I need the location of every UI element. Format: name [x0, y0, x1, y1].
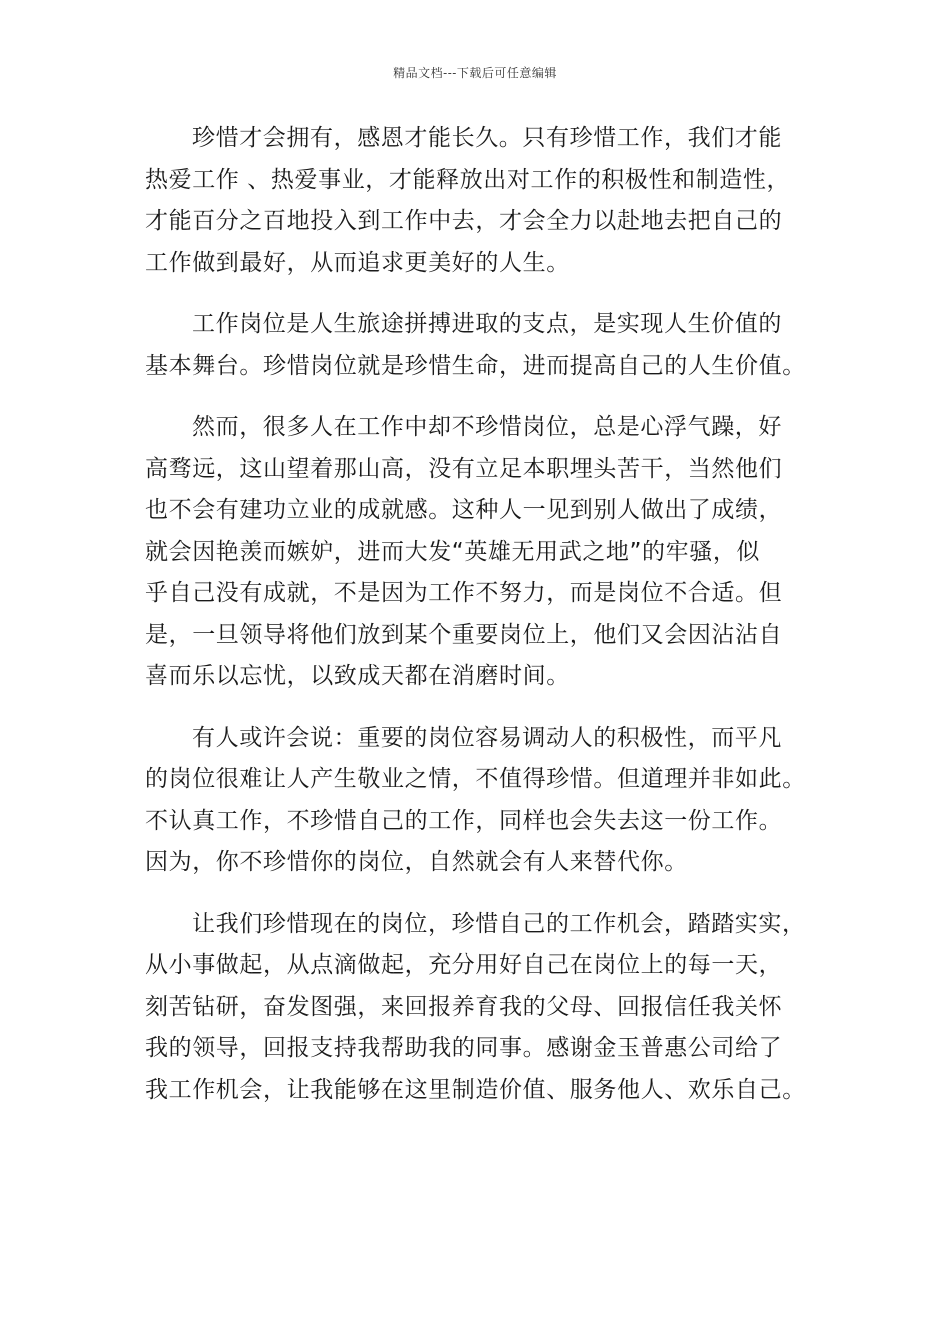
paragraph-line: 有人或许会说：重要的岗位容易调动人的积极性，而平凡	[192, 724, 782, 751]
paragraph-line: 才能百分之百地投入到工作中去，才会全力以赴地去把自己的	[145, 208, 783, 234]
paragraph-line: 我工作机会，让我能够在这里制造价值、服务他人、欢乐自己。	[145, 1076, 806, 1103]
page-header: 精品文档---下载后可任意编辑	[393, 66, 557, 80]
paragraph-line: 就会因艳羡而嫉妒，进而大发“英雄无用武之地”的牢骚，似	[145, 538, 761, 565]
paragraph-line: 刻苦钻研，奋发图强，来回报养育我的父母、回报信任我关怀	[145, 993, 783, 1020]
paragraph-line: 因为，你不珍惜你的岗位，自然就会有人来替代你。	[145, 849, 688, 875]
document-body	[145, 118, 810, 1131]
paragraph-line: 然而，很多人在工作中却不珍惜岗位，总是心浮气躁，好	[192, 414, 782, 440]
paragraph-3	[145, 407, 810, 698]
paragraph-line: 工作岗位是人生旅途拼搏进取的支点，是实现人生价值的	[192, 311, 782, 337]
paragraph-line: 热爱工作 、热爱事业，才能释放出对工作的积极性和制造性，	[145, 166, 791, 193]
paragraph-5	[145, 904, 810, 1112]
paragraph-4	[145, 718, 810, 884]
paragraph-line: 珍惜才会拥有，感恩才能长久。只有珍惜工作，我们才能	[192, 125, 782, 151]
paragraph-line: 工作做到最好，从而追求更美好的人生。	[145, 249, 570, 276]
paragraph-2	[145, 304, 810, 387]
paragraph-line: 基本舞台。珍惜岗位就是珍惜生命，进而提高自己的人生价值。	[145, 352, 806, 379]
paragraph-line: 是，一旦领导将他们放到某个重要岗位上，他们又会因沾沾自	[145, 621, 783, 648]
paragraph-line: 的岗位很难让人产生敬业之情，不值得珍惜。但道理并非如此。	[145, 766, 806, 792]
paragraph-line: 也不会有建功立业的成就感。这种人一见到别人做出了成绩，	[145, 497, 783, 523]
paragraph-line: 从小事做起，从点滴做起，充分用好自己在岗位上的每一天，	[145, 952, 783, 978]
paragraph-line: 我的领导，回报支持我帮助我的同事。感谢金玉普惠公司给了	[145, 1035, 783, 1061]
paragraph-line: 高骛远，这山望着那山高，没有立足本职埋头苦干，当然他们	[145, 455, 783, 482]
paragraph-line: 乎自己没有成就，不是因为工作不努力，而是岗位不合适。但	[145, 580, 783, 606]
paragraph-line: 喜而乐以忘忧，以致成天都在消磨时间。	[145, 663, 570, 689]
paragraph-line: 让我们珍惜现在的岗位，珍惜自己的工作机会，踏踏实实，	[192, 910, 806, 937]
paragraph-line: 不认真工作，不珍惜自己的工作，同样也会失去这一份工作。	[145, 807, 783, 834]
paragraph-1	[145, 118, 810, 284]
